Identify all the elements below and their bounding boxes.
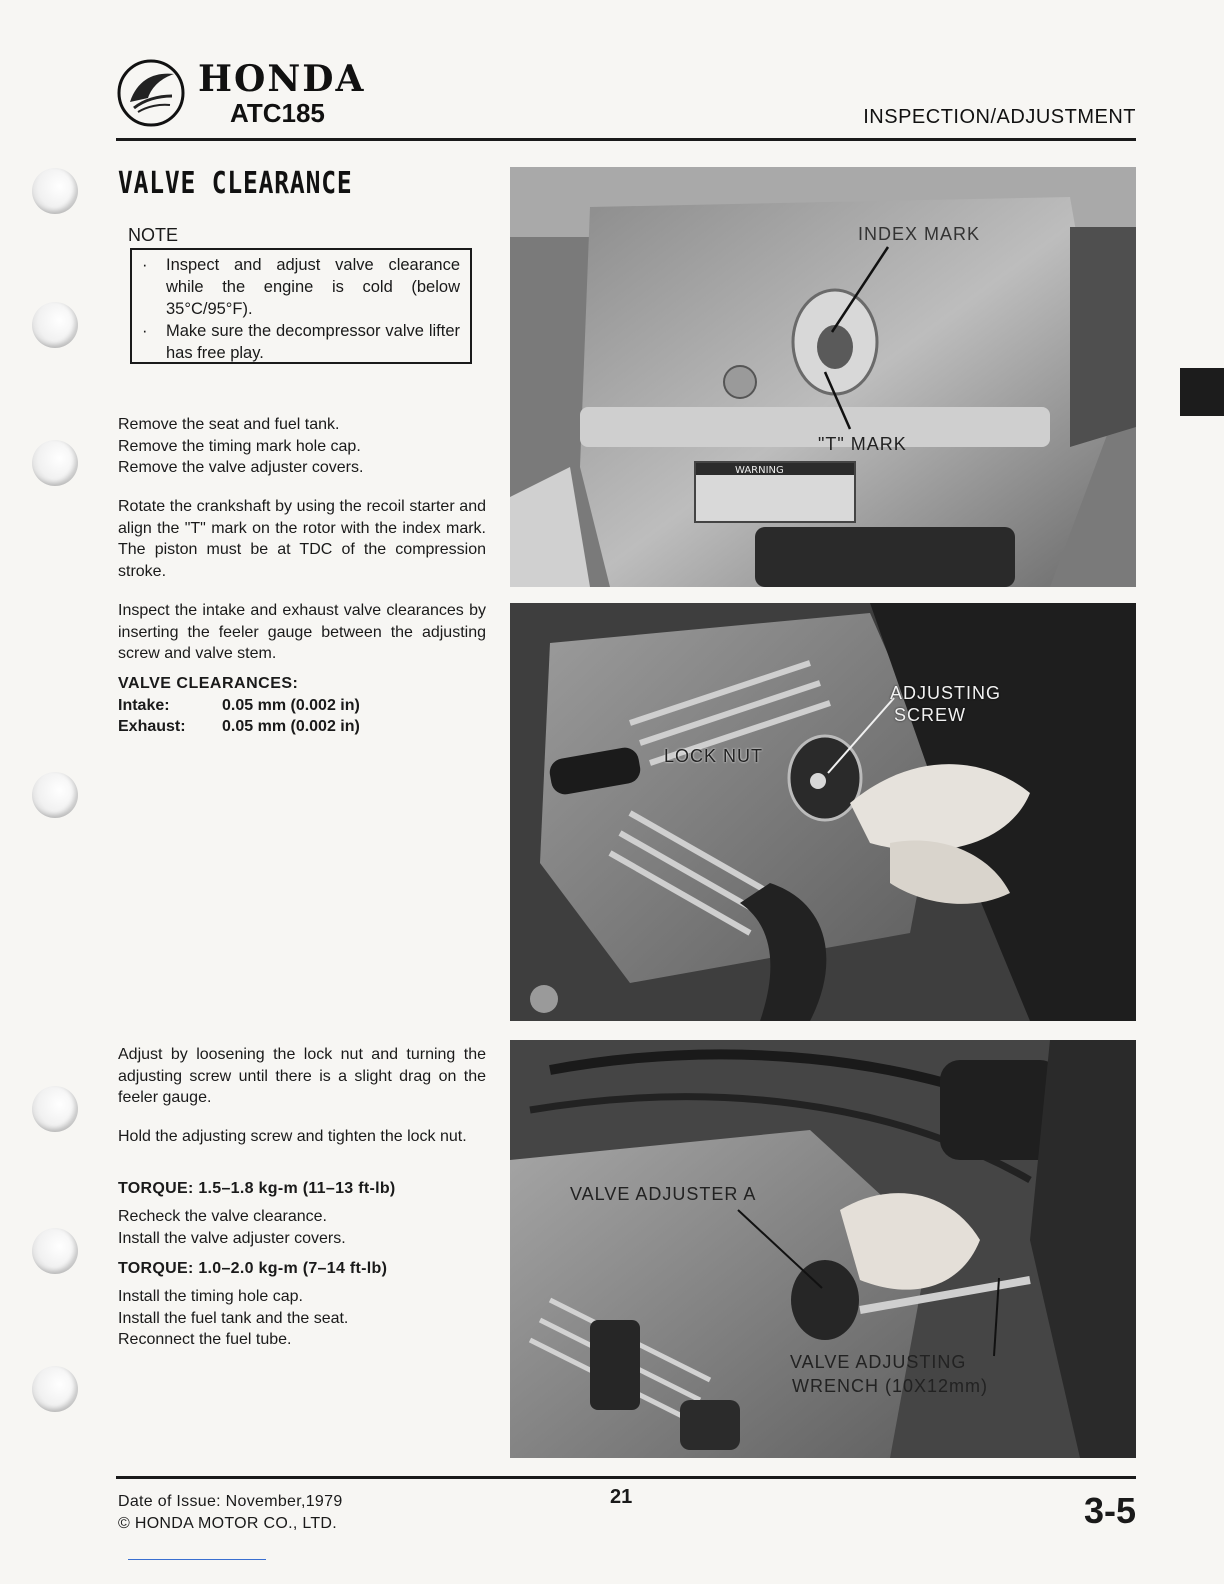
footer-rule: [116, 1476, 1136, 1479]
label-index-mark: INDEX MARK: [858, 224, 981, 244]
brand-name: HONDA: [198, 58, 366, 100]
binder-hole: [32, 440, 78, 486]
binder-hole: [32, 302, 78, 348]
label-adjusting-wrench-1: VALVE ADJUSTING: [790, 1352, 967, 1372]
honda-wing-logo: [116, 58, 186, 128]
binder-hole: [32, 772, 78, 818]
binder-hole: [32, 168, 78, 214]
torque-spec-1: TORQUE: 1.5–1.8 kg-m (11–13 ft-lb): [118, 1180, 396, 1197]
label-lock-nut: LOCK NUT: [664, 746, 764, 766]
valve-clearance-specs: VALVE CLEARANCES: Intake: 0.05 mm (0.002 in) Exhaust: 0.05 mm (0.002 in): [118, 673, 486, 738]
section-title: INSPECTION/ADJUSTMENT: [863, 106, 1136, 128]
rotate-step: Rotate the crankshaft by using the recoil starter and align the "T" mark on the rotor with the index mark. The piston must be at TDC of the compression stroke.: [118, 498, 486, 580]
chapter-page-number: 3-5: [1083, 1490, 1136, 1531]
note-item: · Inspect and adjust valve clearance while the engine is cold (below 35°C/95°F).: [142, 256, 460, 318]
issue-date: Date of Issue: November,1979: [118, 1493, 343, 1510]
label-valve-adjuster: VALVE ADJUSTER A: [570, 1184, 757, 1204]
section-tab-marker: [1180, 368, 1224, 416]
recheck-steps: Recheck the valve clearance. Install the valve adjuster covers.: [118, 1208, 346, 1247]
header-rule: [116, 138, 1136, 141]
hold-step: Hold the adjusting screw and tighten the lock nut.: [118, 1128, 467, 1145]
spec-exhaust: Exhaust: 0.05 mm (0.002 in): [118, 718, 360, 735]
binder-hole: [32, 1228, 78, 1274]
photo-adjusting-screw: [510, 603, 1136, 1021]
note-box: [130, 248, 472, 364]
label-adjusting-wrench-2: WRENCH (10X12mm): [792, 1376, 989, 1396]
label-adjusting-screw-1: ADJUSTING: [890, 683, 1002, 703]
label-adjusting-screw-2: SCREW: [894, 705, 966, 725]
photo-adjusting-wrench: [510, 1040, 1136, 1458]
note-item: · Make sure the decompressor valve lifter has free play.: [142, 322, 460, 362]
copyright: © HONDA MOTOR CO., LTD.: [118, 1515, 338, 1532]
photo-index-mark: [510, 167, 1136, 587]
binder-hole: [32, 1086, 78, 1132]
spec-intake: Intake: 0.05 mm (0.002 in): [118, 696, 360, 714]
page-title: VALVE CLEARANCE: [118, 166, 353, 201]
label-t-mark: "T" MARK: [818, 434, 907, 454]
page-number: 21: [610, 1486, 633, 1508]
scan-mark: [128, 1559, 266, 1560]
note-label: NOTE: [128, 225, 179, 245]
model-name: ATC185: [230, 98, 325, 128]
svg-text:WARNING: WARNING: [735, 465, 784, 476]
install-steps: Install the timing hole cap. Install the fuel tank and the seat. Reconnect the fuel tube.: [118, 1288, 349, 1348]
prep-steps: Remove the seat and fuel tank. Remove the timing mark hole cap. Remove the valve adjuster covers.: [118, 416, 364, 476]
adjust-step: Adjust by loosening the lock nut and turning the adjusting screw until there is a slight drag on the feeler gauge.: [118, 1046, 486, 1106]
binder-hole: [32, 1366, 78, 1412]
inspect-step: Inspect the intake and exhaust valve clearances by inserting the feeler gauge between the adjusting screw and valve stem.: [118, 602, 486, 662]
torque-spec-2: TORQUE: 1.0–2.0 kg-m (7–14 ft-lb): [118, 1260, 388, 1277]
